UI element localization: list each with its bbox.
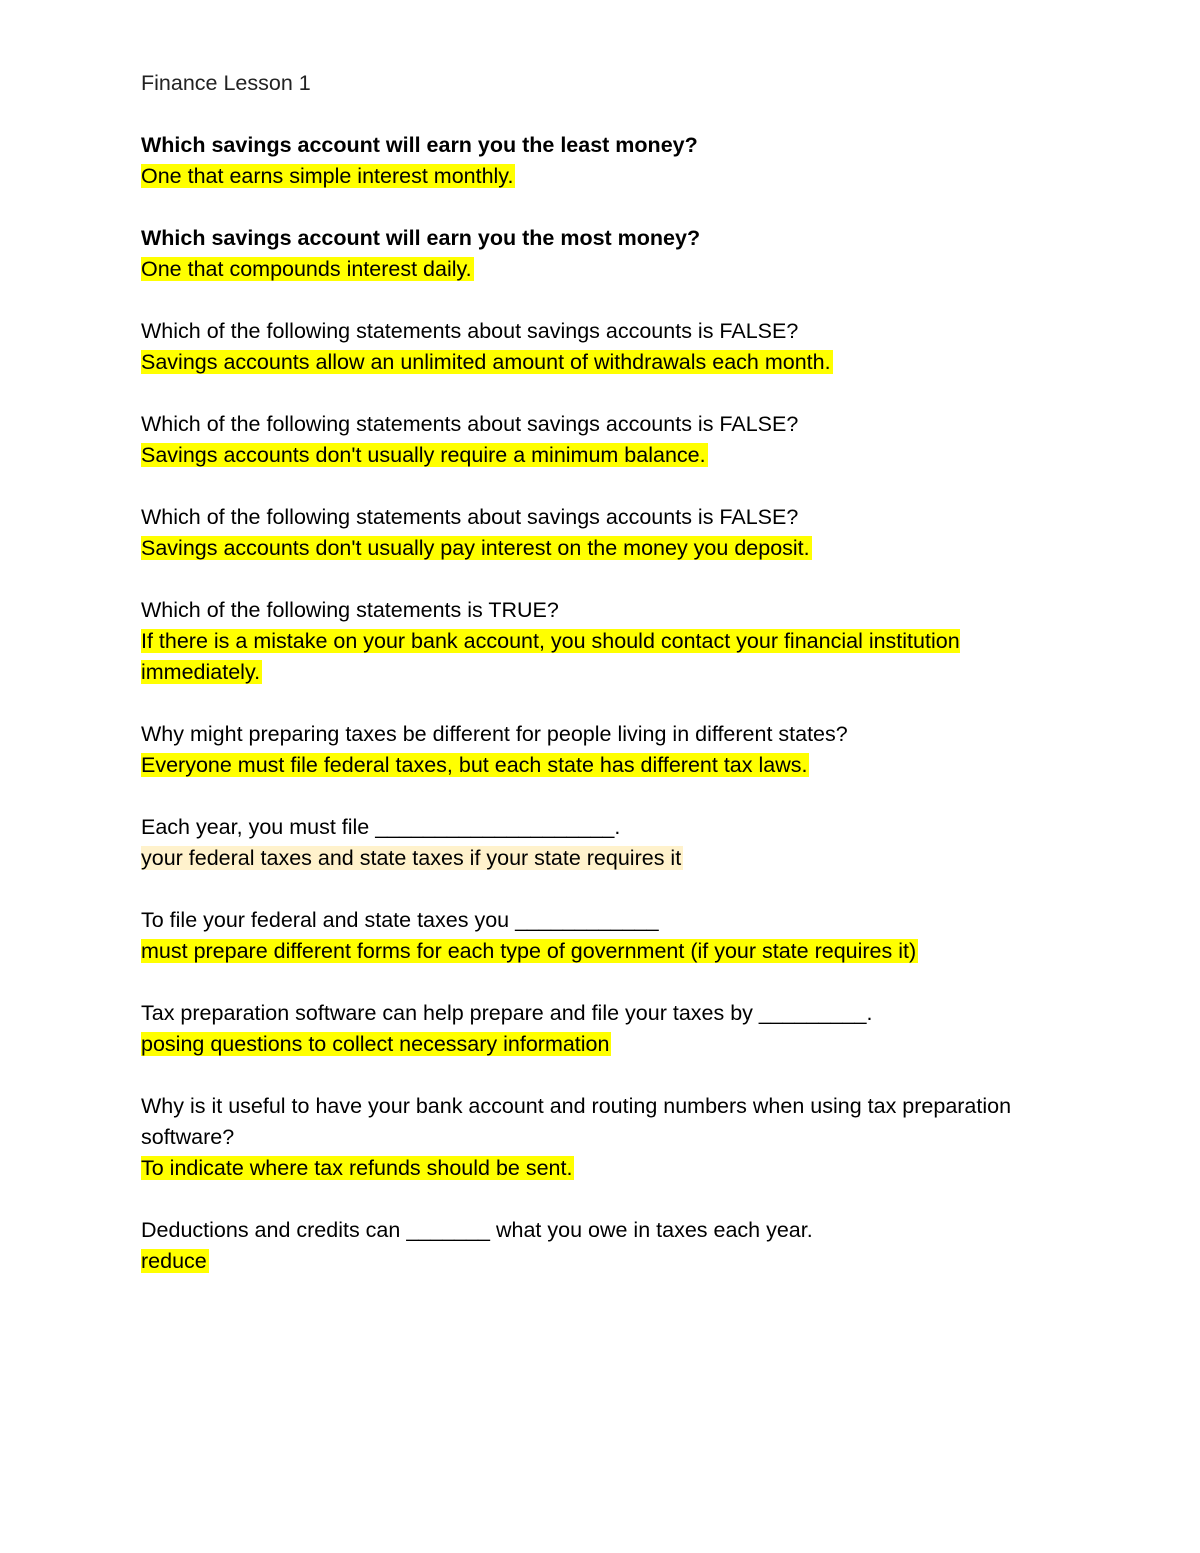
answer-highlight: Savings accounts don't usually require a minimum balance.	[141, 443, 706, 467]
document-title: Finance Lesson 1	[141, 71, 311, 95]
answer-highlight: One that compounds interest daily.	[141, 257, 472, 281]
answer-highlight: If there is a mistake on your bank account, you should contact your financial institution immediately.	[141, 629, 960, 684]
answer-highlight: your federal taxes and state taxes if your state requires it	[141, 846, 682, 870]
document-body	[141, 68, 1061, 1308]
question-block-7	[141, 719, 1061, 781]
answer-highlight: Savings accounts don't usually pay interest on the money you deposit.	[141, 536, 810, 560]
answer-line	[141, 750, 1061, 781]
answer-line	[141, 440, 1061, 471]
answer-line	[141, 1153, 1061, 1184]
question-block-6	[141, 595, 1061, 688]
question-block-11	[141, 1091, 1061, 1184]
answer-highlight: posing questions to collect necessary information	[141, 1032, 610, 1056]
question-block-3	[141, 316, 1061, 378]
question-text: Tax preparation software can help prepare and file your taxes by _________.	[141, 1001, 873, 1025]
question-text: Why is it useful to have your bank account and routing numbers when using tax preparation software?	[141, 1094, 1012, 1149]
answer-line	[141, 1246, 1061, 1277]
answer-highlight: must prepare different forms for each type of government (if your state requires it)	[141, 939, 917, 963]
question-text: Which of the following statements about savings accounts is FALSE?	[141, 505, 799, 529]
question-block-1	[141, 130, 1061, 192]
question-text: Why might preparing taxes be different for people living in different states?	[141, 722, 848, 746]
question-text: To file your federal and state taxes you ____________	[141, 908, 659, 932]
question-text: Which savings account will earn you the most money?	[141, 226, 701, 250]
question-text: Which of the following statements about savings accounts is FALSE?	[141, 319, 799, 343]
question-block-12	[141, 1215, 1061, 1277]
question-block-10	[141, 998, 1061, 1060]
question-text: Which of the following statements is TRUE?	[141, 598, 559, 622]
answer-highlight: Everyone must file federal taxes, but each state has different tax laws.	[141, 753, 808, 777]
question-text: Each year, you must file ____________________.	[141, 815, 621, 839]
answer-highlight: One that earns simple interest monthly.	[141, 164, 514, 188]
answer-line	[141, 254, 1061, 285]
answer-line	[141, 936, 1061, 967]
question-block-4	[141, 409, 1061, 471]
question-block-9	[141, 905, 1061, 967]
answer-line	[141, 1029, 1061, 1060]
answer-highlight: To indicate where tax refunds should be sent.	[141, 1156, 573, 1180]
answer-line	[141, 161, 1061, 192]
question-text: Which savings account will earn you the least money?	[141, 133, 698, 157]
question-text: Which of the following statements about savings accounts is FALSE?	[141, 412, 799, 436]
question-block-5	[141, 502, 1061, 564]
answer-line	[141, 347, 1061, 378]
answer-line	[141, 843, 1061, 874]
question-block-8	[141, 812, 1061, 874]
answer-line	[141, 626, 1061, 688]
answer-line	[141, 533, 1061, 564]
question-block-2	[141, 223, 1061, 285]
answer-highlight: Savings accounts allow an unlimited amount of withdrawals each month.	[141, 350, 831, 374]
answer-highlight: reduce	[141, 1249, 207, 1273]
question-text: Deductions and credits can _______ what you owe in taxes each year.	[141, 1218, 813, 1242]
